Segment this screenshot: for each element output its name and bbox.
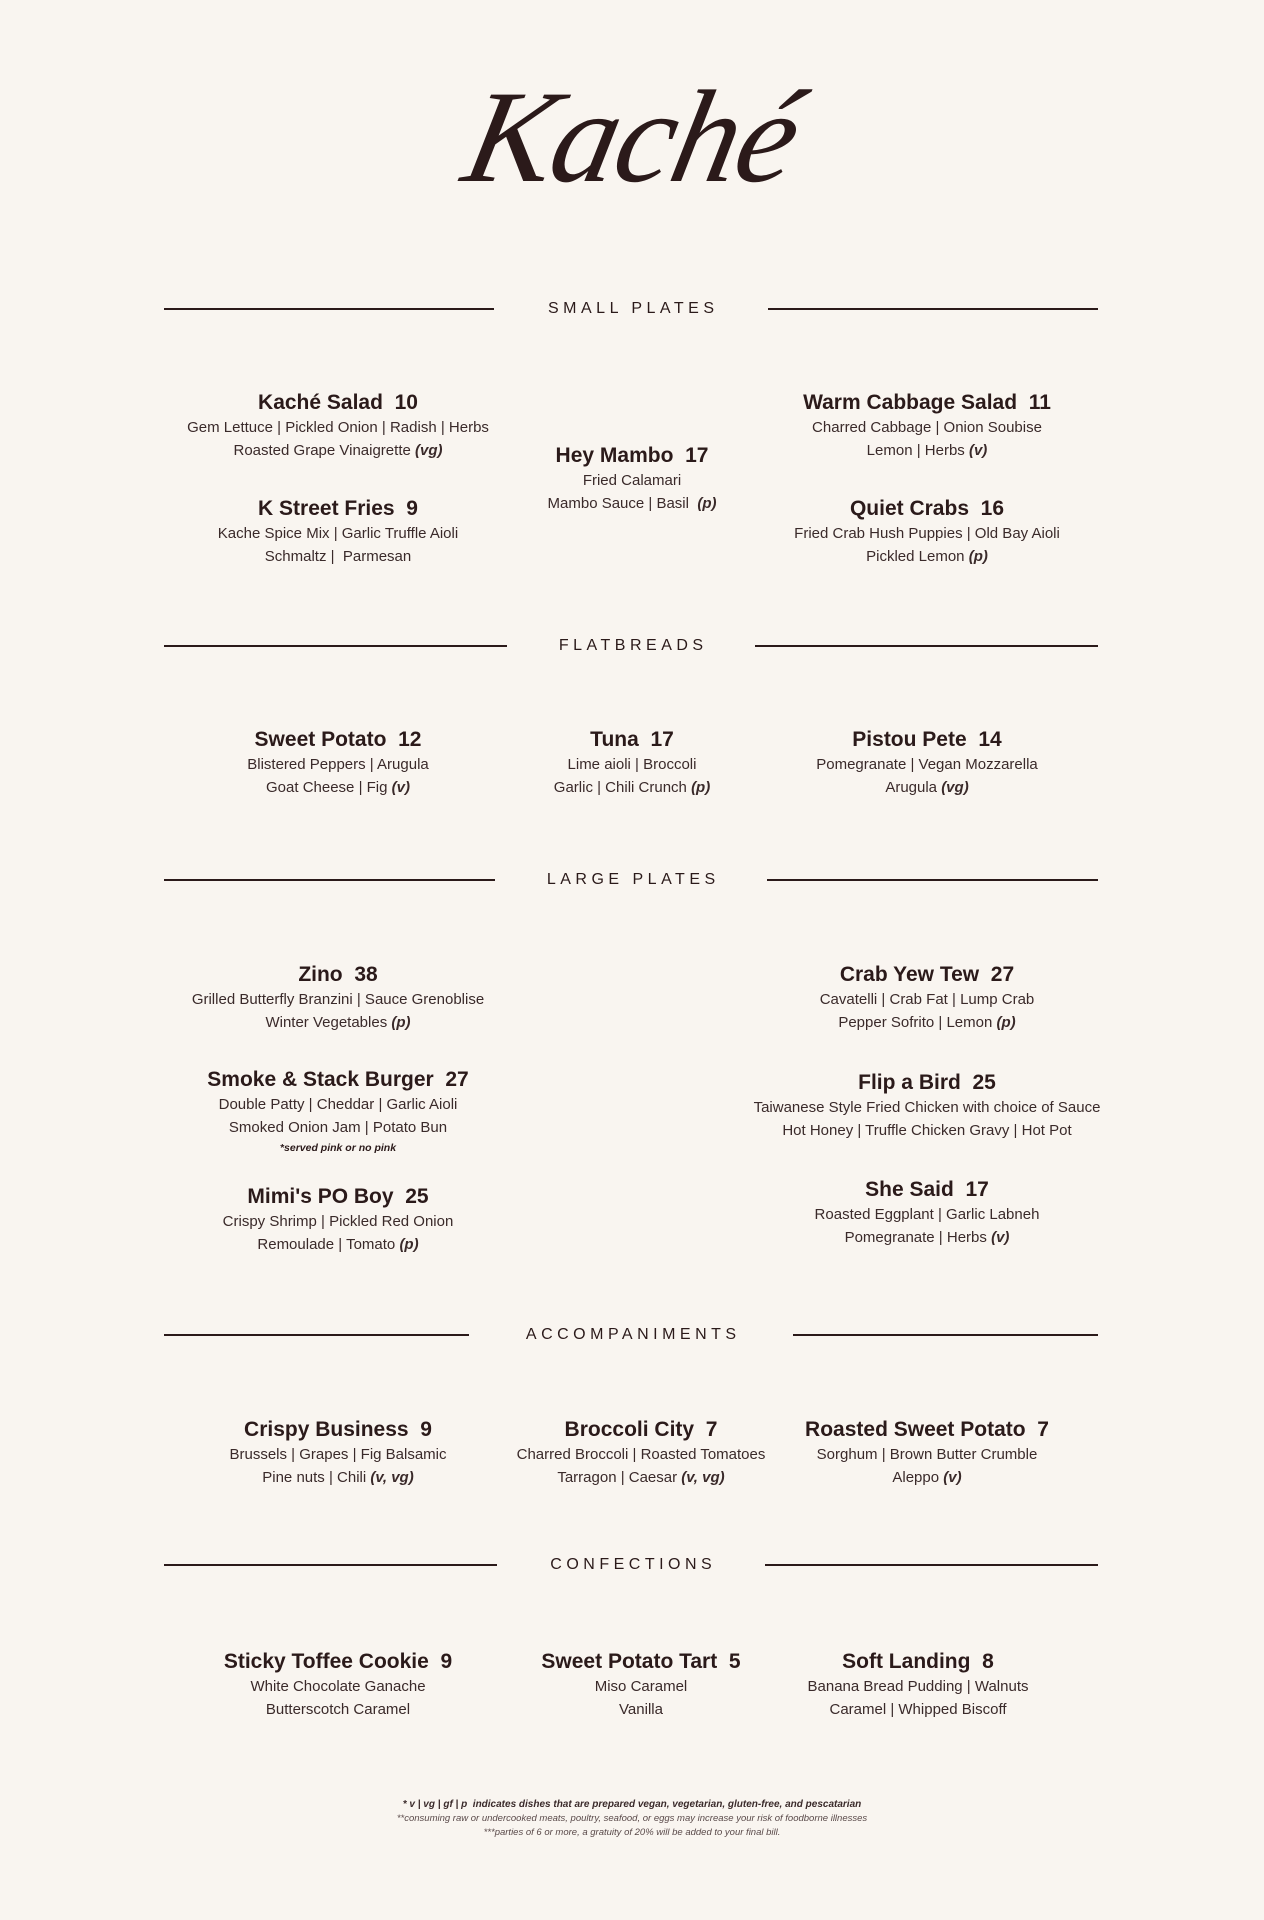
diet-legend: * v | vg | gf | p indicates dishes that are prepared vegan, vegetarian, gluten-free, and pescatarian [402, 1799, 862, 1810]
dish-description: Crispy Shrimp | Pickled Red Onion [222, 1213, 454, 1230]
diet-tag: (p) [391, 1013, 411, 1031]
divider-left [164, 1334, 469, 1336]
menu-item-crab-yew-tew [820, 961, 1035, 1034]
section-title: SMALL PLATES [548, 300, 719, 317]
dish-description: Blistered Peppers | Arugula [247, 756, 429, 773]
dish-description: Remoulade | Tomato (p) [257, 1235, 419, 1253]
menu-item-sweet-potato-tart [541, 1648, 740, 1721]
section-title: LARGE PLATES [546, 871, 720, 888]
dish-name: Kaché Salad 10 [258, 391, 418, 414]
diet-tag: (p) [399, 1235, 419, 1253]
dish-description: Tarragon | Caesar (v, vg) [557, 1468, 725, 1486]
dish-description: Lemon | Herbs (v) [866, 441, 988, 459]
menu-item-flip-a-bird [754, 1069, 1101, 1142]
menu-item-broccoli-city [517, 1416, 766, 1489]
dish-name: Crispy Business 9 [244, 1418, 432, 1441]
menu-item-mimis-po-boy [223, 1183, 454, 1256]
dish-name: Sweet Potato Tart 5 [541, 1650, 741, 1673]
dish-name: She Said 17 [865, 1178, 989, 1201]
dish-description: Fried Crab Hush Puppies | Old Bay Aioli [794, 525, 1060, 542]
dish-description: Pepper Sofrito | Lemon (p) [838, 1013, 1016, 1031]
diet-tag: (v) [391, 778, 410, 796]
divider-left [164, 308, 494, 310]
divider-left [164, 1564, 497, 1566]
dish-description: Miso Caramel [594, 1678, 688, 1695]
menu-item-sweet-potato-flatbread [247, 726, 429, 799]
food-safety-warning: **consuming raw or undercooked meats, poultry, seafood, or eggs may increase your risk of foodborne illnesses [396, 1813, 868, 1824]
section-header-flatbreads [164, 634, 1098, 658]
menu-item-hey-mambo [548, 442, 717, 515]
dish-name: Mimi's PO Boy 25 [247, 1185, 429, 1208]
diet-tag: (p) [968, 547, 988, 565]
menu-item-quiet-crabs [794, 495, 1060, 568]
dish-description: Butterscotch Caramel [265, 1700, 411, 1718]
section-header-confections [164, 1553, 1098, 1577]
dish-description: Gem Lettuce | Pickled Onion | Radish | Herbs [187, 419, 489, 436]
dish-name: Sticky Toffee Cookie 9 [223, 1650, 453, 1673]
divider-right [768, 308, 1098, 310]
dish-description: Pickled Lemon (p) [866, 547, 988, 565]
dish-description: Caramel | Whipped Biscoff [829, 1700, 1007, 1718]
dish-description: Garlic | Chili Crunch (p) [553, 778, 711, 796]
dish-description: Mambo Sauce | Basil (p) [547, 494, 717, 512]
dish-description: Pine nuts | Chili (v, vg) [262, 1468, 414, 1486]
diet-tag: (vg) [415, 441, 443, 459]
dish-description: Hot Honey | Truffle Chicken Gravy | Hot Pot [782, 1121, 1072, 1139]
dish-description: White Chocolate Ganache [250, 1678, 426, 1695]
dish-note: *served pink or no pink [279, 1142, 397, 1154]
dish-name: Warm Cabbage Salad 11 [803, 391, 1051, 414]
diet-tag: (p) [996, 1013, 1016, 1031]
dish-description: Pomegranate | Vegan Mozzarella [816, 756, 1038, 773]
dish-description: Taiwanese Style Fried Chicken with choice of Sauce [753, 1099, 1101, 1116]
dish-name: Roasted Sweet Potato 7 [805, 1418, 1049, 1441]
dish-description: Vanilla [619, 1700, 663, 1718]
section-header-small-plates [164, 297, 1098, 321]
menu-item-zino [192, 961, 484, 1034]
menu-item-sticky-toffee-cookie [224, 1648, 452, 1721]
gratuity-notice: ***parties of 6 or more, a gratuity of 20% will be added to your final bill. [483, 1827, 781, 1838]
dish-description: Roasted Grape Vinaigrette (vg) [233, 441, 443, 459]
dish-name: Smoke & Stack Burger 27 [207, 1068, 469, 1091]
dish-name: K Street Fries 9 [258, 497, 418, 520]
menu-item-she-said [815, 1176, 1040, 1249]
diet-tag: (p) [691, 778, 711, 796]
dish-description: Double Patty | Cheddar | Garlic Aioli [218, 1096, 458, 1113]
dish-description: Grilled Butterfly Branzini | Sauce Grenoblise [191, 991, 485, 1008]
dish-description: Kache Spice Mix | Garlic Truffle Aioli [217, 525, 459, 542]
dish-description: Fried Calamari [582, 472, 682, 489]
section-header-accompaniments [164, 1323, 1098, 1347]
menu-item-soft-landing [808, 1648, 1029, 1721]
dish-name: Quiet Crabs 16 [849, 497, 1005, 520]
dish-description: Smoked Onion Jam | Potato Bun [228, 1118, 448, 1136]
dish-description: Lime aioli | Broccoli [567, 756, 697, 773]
diet-tag: (v) [943, 1468, 962, 1486]
dish-description: Winter Vegetables (p) [265, 1013, 411, 1031]
section-header-large-plates [164, 868, 1098, 892]
menu-item-smoke-stack-burger [207, 1066, 468, 1157]
dish-description: Roasted Eggplant | Garlic Labneh [814, 1206, 1040, 1223]
dish-name: Broccoli City 7 [564, 1418, 718, 1441]
section-title: FLATBREADS [558, 637, 708, 654]
dish-description: Sorghum | Brown Butter Crumble [816, 1446, 1038, 1463]
menu-footer [0, 1798, 1264, 1840]
menu-item-tuna [554, 726, 710, 799]
divider-right [793, 1334, 1098, 1336]
dish-description: Charred Broccoli | Roasted Tomatoes [516, 1446, 766, 1463]
diet-tag: (v) [991, 1228, 1010, 1246]
dish-name: Crab Yew Tew 27 [839, 963, 1015, 986]
dish-name: Pistou Pete 14 [852, 728, 1002, 751]
menu-item-pistou-pete [816, 726, 1038, 799]
restaurant-logo: Kaché [452, 63, 812, 210]
dish-description: Aleppo (v) [892, 1468, 962, 1486]
dish-description: Goat Cheese | Fig (v) [266, 778, 410, 796]
section-title: CONFECTIONS [550, 1556, 717, 1573]
divider-right [765, 1564, 1098, 1566]
menu-item-warm-cabbage-salad [803, 389, 1051, 462]
dish-name: Sweet Potato 12 [254, 728, 422, 751]
dish-description: Pomegranate | Herbs (v) [844, 1228, 1010, 1246]
dish-description: Brussels | Grapes | Fig Balsamic [229, 1446, 447, 1463]
dish-name: Hey Mambo 17 [555, 444, 709, 467]
menu-item-roasted-sweet-potato [805, 1416, 1049, 1489]
diet-tag: (v, vg) [370, 1468, 414, 1486]
dish-description: Cavatelli | Crab Fat | Lump Crab [819, 991, 1035, 1008]
dish-description: Banana Bread Pudding | Walnuts [807, 1678, 1029, 1695]
divider-left [164, 879, 495, 881]
dish-description: Charred Cabbage | Onion Soubise [812, 419, 1042, 436]
dish-name: Tuna 17 [590, 728, 674, 751]
diet-tag: (p) [697, 494, 717, 512]
dish-name: Flip a Bird 25 [858, 1071, 996, 1094]
diet-tag: (v, vg) [681, 1468, 725, 1486]
dish-name: Zino 38 [298, 963, 378, 986]
diet-tag: (vg) [941, 778, 969, 796]
dish-name: Soft Landing 8 [842, 1650, 994, 1673]
dish-description: Schmaltz | Parmesan [264, 547, 412, 565]
menu-item-crispy-business [229, 1416, 446, 1489]
diet-tag: (v) [968, 441, 988, 459]
divider-left [164, 645, 507, 647]
dish-description: Arugula (vg) [885, 778, 969, 796]
menu-item-kache-salad [187, 389, 489, 462]
divider-right [767, 879, 1098, 881]
section-title: ACCOMPANIMENTS [525, 1326, 741, 1343]
divider-right [755, 645, 1098, 647]
menu-item-k-street-fries [218, 495, 458, 568]
